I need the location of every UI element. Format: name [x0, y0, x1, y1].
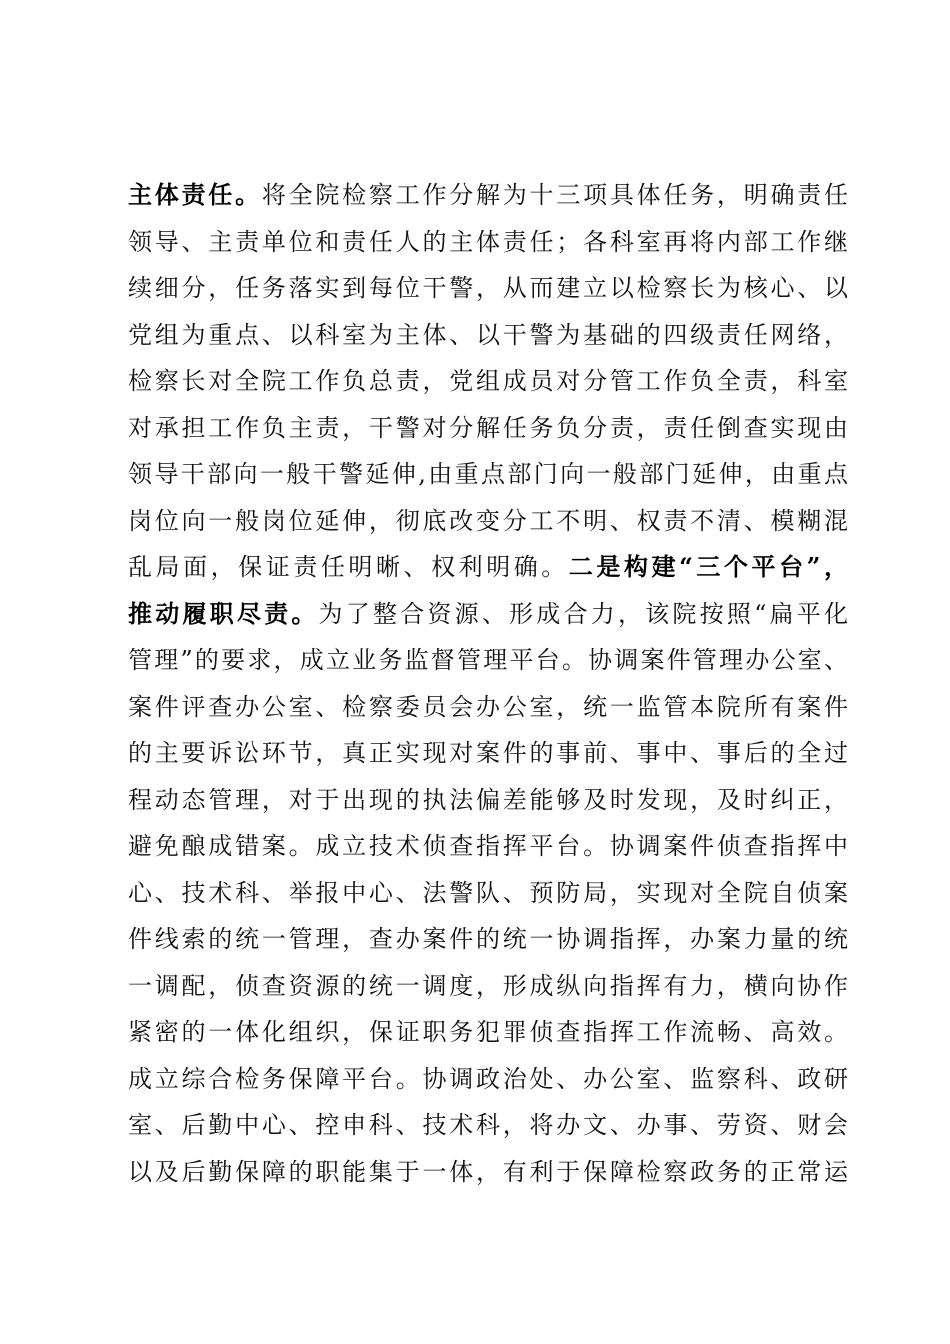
- body-text: 检察长对全院工作负总责，党组成员对分管工作负全责，科室: [128, 367, 848, 395]
- text-line: [128, 358, 848, 405]
- body-text: 室、后勤中心、控申科、技术科，将办文、办事、劳资、财会: [128, 1111, 848, 1139]
- bold-heading-text: 推动履职尽责。: [128, 598, 319, 628]
- body-text: 为了整合资源、形成合力，该院按照“扁平化: [318, 599, 848, 628]
- body-text: 党组为重点、以科室为主体、以干警为基础的四级责任网络，: [128, 320, 848, 349]
- text-line: [128, 312, 848, 359]
- body-text: 乱局面，保证责任明晰、权利明确。: [128, 553, 569, 581]
- text-line: [128, 1102, 848, 1149]
- body-text: 将全院检察工作分解为十三项具体任务，明确责任: [261, 181, 848, 209]
- body-text: 续细分，任务落实到每位干警，从而建立以检察长为核心、以: [128, 274, 848, 302]
- body-text: 紧密的一体化组织，保证职务犯罪侦查指挥工作流畅、高效。: [128, 1018, 848, 1046]
- text-line: [128, 265, 848, 312]
- text-line: [128, 591, 848, 638]
- text-line: [128, 916, 848, 963]
- text-line: [128, 730, 848, 777]
- text-line: [128, 777, 848, 824]
- text-line: [128, 498, 848, 545]
- body-text: 一调配，侦查资源的统一调度，形成纵向指挥有力，横向协作: [128, 971, 848, 1000]
- text-line: [128, 219, 848, 266]
- body-text: 避免酿成错案。成立技术侦查指挥平台。协调案件侦查指挥中: [128, 832, 848, 860]
- body-text: 以及后勤保障的职能集于一体，有利于保障检察政务的正常运: [128, 1157, 848, 1186]
- body-text: 的主要诉讼环节，真正实现对案件的事前、事中、事后的全过: [128, 739, 848, 767]
- text-line: [128, 684, 848, 731]
- text-line: [128, 870, 848, 917]
- text-line: [128, 1009, 848, 1056]
- text-line: [128, 172, 848, 219]
- body-text: 件线索的统一管理，查办案件的统一协调指挥，办案力量的统: [128, 925, 848, 953]
- document-body: [128, 172, 848, 1195]
- bold-heading-text: 二是构建“三个平台”，: [568, 552, 848, 581]
- text-line: [128, 963, 848, 1010]
- body-text: 案件评查办公室、检察委员会办公室，统一监管本院所有案件: [128, 692, 848, 721]
- body-text: 岗位向一般岗位延伸，彻底改变分工不明、权责不清、模糊混: [128, 506, 848, 535]
- text-line: [128, 637, 848, 684]
- body-text: 对承担工作负主责，干警对分解任务负分责，责任倒查实现由: [128, 413, 848, 442]
- text-line: [128, 1056, 848, 1103]
- text-line: [128, 823, 848, 870]
- body-text: 程动态管理，对于出现的执法偏差能够及时发现，及时纠正，: [128, 785, 848, 814]
- body-text: 成立综合检务保障平台。协调政治处、办公室、监察科、政研: [128, 1064, 848, 1093]
- text-line: [128, 1149, 848, 1196]
- body-text: 心、技术科、举报中心、法警队、预防局，实现对全院自侦案: [128, 878, 848, 907]
- body-text: 领导干部向一般干警延伸,由重点部门向一般部门延伸，由重点: [128, 460, 848, 488]
- bold-heading-text: 主体责任。: [128, 180, 262, 209]
- text-line: [128, 405, 848, 452]
- text-line: [128, 544, 848, 591]
- body-text: 领导、主责单位和责任人的主体责任；各科室再将内部工作继: [128, 227, 848, 256]
- body-text: 管理”的要求，成立业务监督管理平台。协调案件管理办公室、: [128, 646, 848, 674]
- text-line: [128, 451, 848, 498]
